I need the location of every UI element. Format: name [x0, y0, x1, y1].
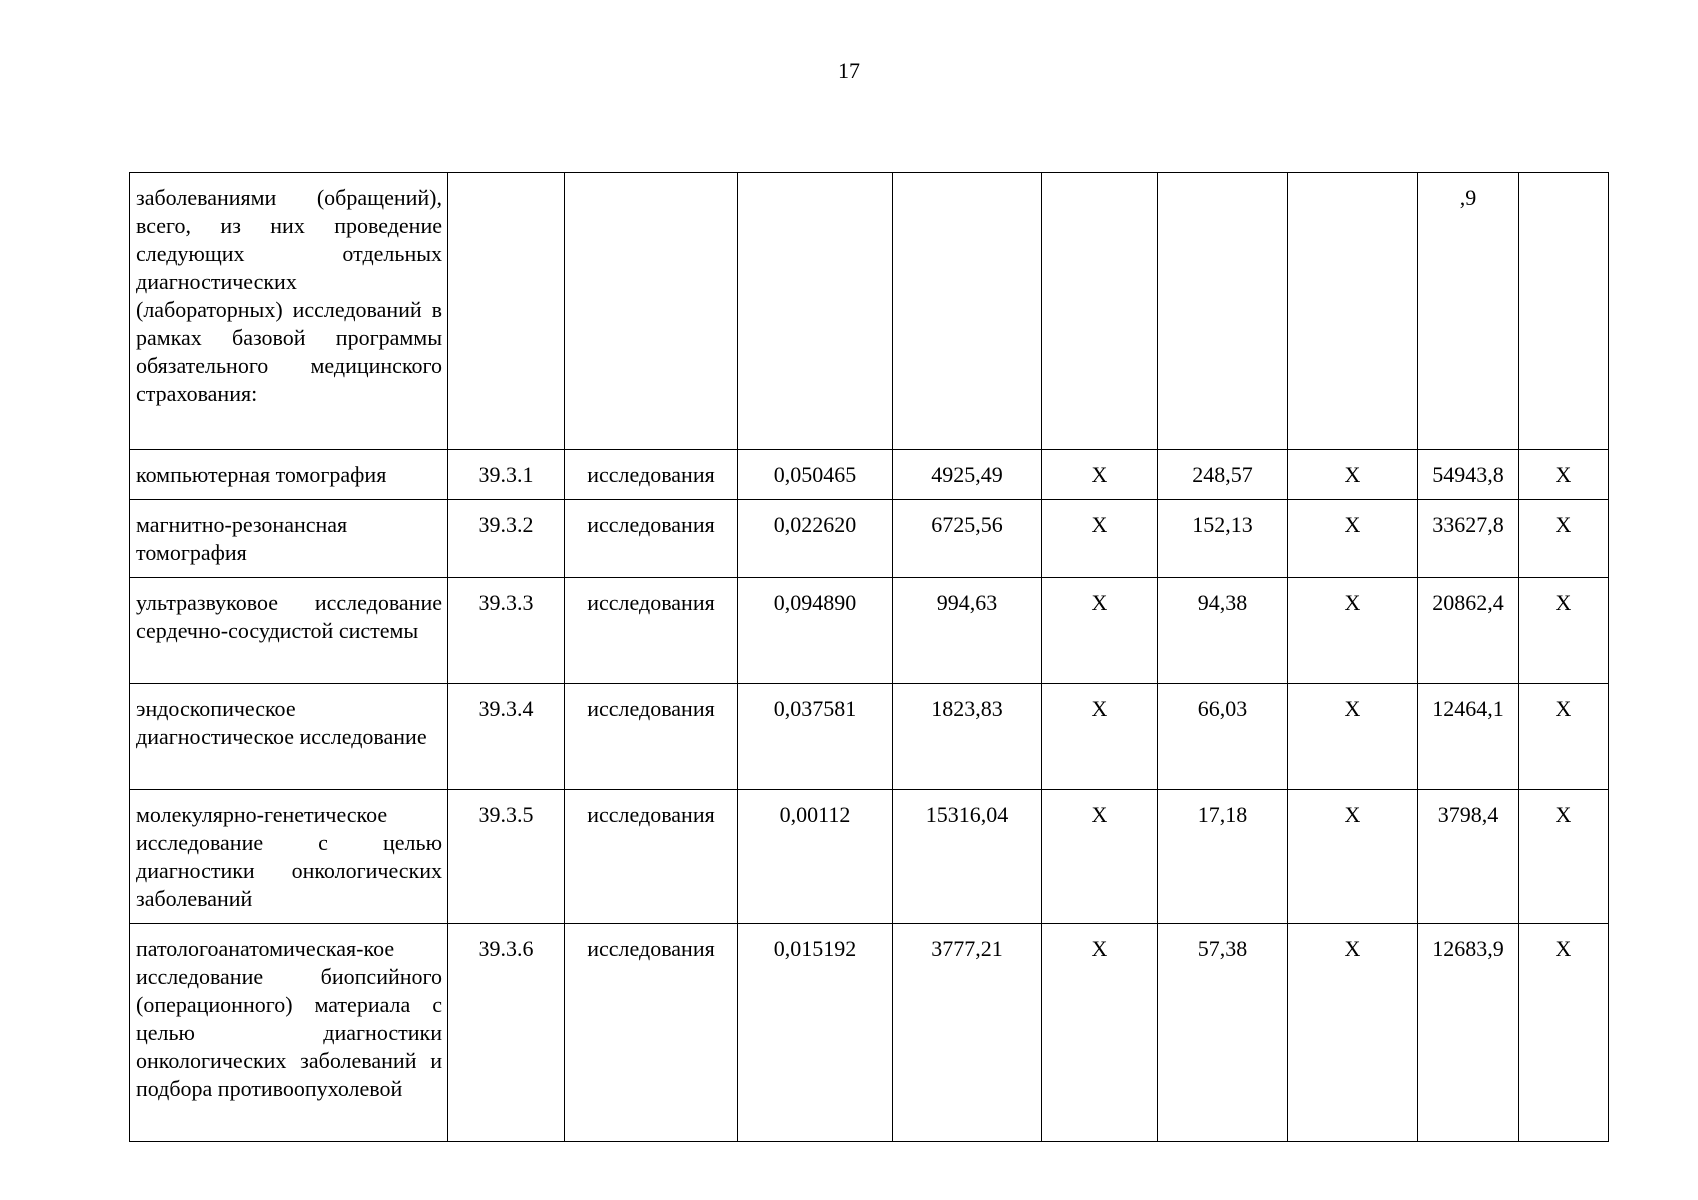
- row-code-cell: 39.3.3: [448, 578, 565, 684]
- row-col6-cell: X: [1042, 500, 1158, 578]
- row-col9-cell: 12464,1: [1418, 684, 1519, 790]
- row-name-cell: молекулярно-генетическое исследование с целью диагностики онкологических заболеваний: [130, 790, 448, 924]
- row-col9-cell: 33627,8: [1418, 500, 1519, 578]
- row-col9-cell: 20862,4: [1418, 578, 1519, 684]
- row-unit-cell: исследования: [565, 790, 738, 924]
- row-col6-cell: X: [1042, 924, 1158, 1142]
- row-col8-cell: X: [1288, 790, 1418, 924]
- row-code-cell: 39.3.6: [448, 924, 565, 1142]
- row-col7-cell: 17,18: [1158, 790, 1288, 924]
- row-col10-cell: X: [1519, 924, 1609, 1142]
- row-col9-cell: 54943,8: [1418, 450, 1519, 500]
- row-unit-cell: [565, 173, 738, 450]
- row-unit-cell: исследования: [565, 578, 738, 684]
- row-cost-cell: [893, 173, 1042, 450]
- row-unit-cell: исследования: [565, 500, 738, 578]
- row-col7-cell: [1158, 173, 1288, 450]
- row-cost-cell: 6725,56: [893, 500, 1042, 578]
- row-name-cell: магнитно-резонансная томография: [130, 500, 448, 578]
- row-col6-cell: X: [1042, 450, 1158, 500]
- page-number: 17: [838, 58, 860, 83]
- row-col10-cell: X: [1519, 684, 1609, 790]
- table-row: [130, 500, 1609, 578]
- row-cost-cell: 3777,21: [893, 924, 1042, 1142]
- row-col10-cell: X: [1519, 790, 1609, 924]
- row-code-cell: 39.3.2: [448, 500, 565, 578]
- row-cost-cell: 994,63: [893, 578, 1042, 684]
- row-unit-cell: исследования: [565, 450, 738, 500]
- row-code-cell: 39.3.1: [448, 450, 565, 500]
- row-norm-cell: 0,094890: [738, 578, 893, 684]
- data-table: [129, 172, 1609, 1142]
- row-code-cell: 39.3.5: [448, 790, 565, 924]
- table-row: [130, 684, 1609, 790]
- row-col8-cell: [1288, 173, 1418, 450]
- row-col8-cell: X: [1288, 684, 1418, 790]
- row-norm-cell: [738, 173, 893, 450]
- row-name-cell: эндоскопическое диагностическое исследование: [130, 684, 448, 790]
- row-col7-cell: 94,38: [1158, 578, 1288, 684]
- row-code-cell: [448, 173, 565, 450]
- table-row: [130, 578, 1609, 684]
- row-norm-cell: 0,00112: [738, 790, 893, 924]
- row-col9-cell: 3798,4: [1418, 790, 1519, 924]
- row-col6-cell: X: [1042, 790, 1158, 924]
- row-name-cell: компьютерная томография: [130, 450, 448, 500]
- row-norm-cell: 0,037581: [738, 684, 893, 790]
- row-name-cell: ультразвуковое исследование сердечно-сосудистой системы: [130, 578, 448, 684]
- row-cost-cell: 4925,49: [893, 450, 1042, 500]
- table-row: [130, 924, 1609, 1142]
- row-col8-cell: X: [1288, 924, 1418, 1142]
- row-col9-cell: 12683,9: [1418, 924, 1519, 1142]
- row-col8-cell: X: [1288, 450, 1418, 500]
- row-col10-cell: X: [1519, 450, 1609, 500]
- row-cost-cell: 15316,04: [893, 790, 1042, 924]
- row-col8-cell: X: [1288, 500, 1418, 578]
- table-row: [130, 173, 1609, 450]
- row-col6-cell: [1042, 173, 1158, 450]
- row-code-cell: 39.3.4: [448, 684, 565, 790]
- row-col7-cell: 248,57: [1158, 450, 1288, 500]
- row-col6-cell: X: [1042, 578, 1158, 684]
- table-row: [130, 790, 1609, 924]
- row-name-cell: патологоанатомическая-кое исследование биопсийного (операционного) материала с целью диагностики онкологических заболеваний и подбора противоопухолевой: [130, 924, 448, 1142]
- row-col9-cell: ,9: [1418, 173, 1519, 450]
- row-col10-cell: [1519, 173, 1609, 450]
- row-norm-cell: 0,022620: [738, 500, 893, 578]
- row-col8-cell: X: [1288, 578, 1418, 684]
- row-col10-cell: X: [1519, 500, 1609, 578]
- row-unit-cell: исследования: [565, 924, 738, 1142]
- row-unit-cell: исследования: [565, 684, 738, 790]
- row-col7-cell: 66,03: [1158, 684, 1288, 790]
- row-norm-cell: 0,050465: [738, 450, 893, 500]
- row-col6-cell: X: [1042, 684, 1158, 790]
- row-norm-cell: 0,015192: [738, 924, 893, 1142]
- table-row: [130, 450, 1609, 500]
- row-col10-cell: X: [1519, 578, 1609, 684]
- row-name-cell: заболеваниями (обращений), всего, из них проведение следующих отдельных диагностических (лабораторных) исследований в рамках базовой программы обязательного медицинского страхования:: [130, 173, 448, 450]
- row-col7-cell: 57,38: [1158, 924, 1288, 1142]
- row-cost-cell: 1823,83: [893, 684, 1042, 790]
- row-col7-cell: 152,13: [1158, 500, 1288, 578]
